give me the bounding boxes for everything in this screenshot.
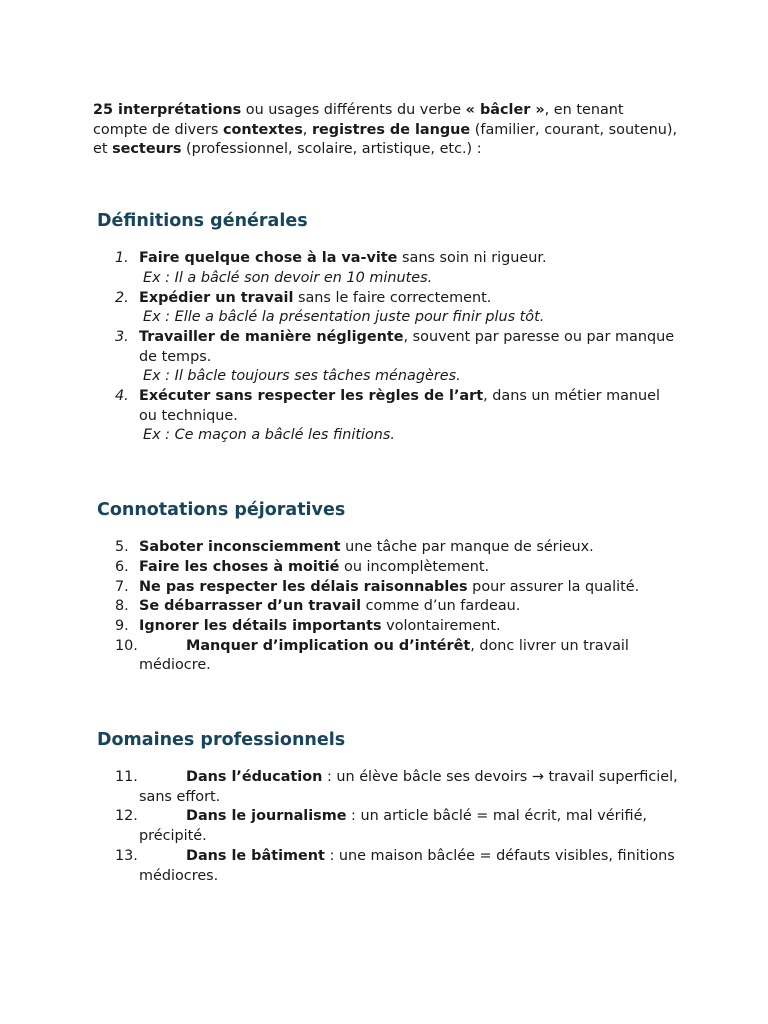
item-number: 13. <box>115 847 138 864</box>
item-text: sans soin ni rigueur. <box>397 250 547 267</box>
item-bold: Ignorer les détails importants <box>139 617 382 634</box>
section-title: Connotations péjoratives <box>97 500 346 521</box>
section-heading-domaines <box>93 728 678 752</box>
section-title: Définitions générales <box>97 211 308 232</box>
list-item <box>93 847 678 886</box>
item-number: 4. <box>115 388 129 405</box>
item-number: 1. <box>115 250 129 267</box>
list-item <box>93 249 678 288</box>
item-text: une tâche par manque de sérieux. <box>340 539 594 556</box>
intro-text-4: (familier, courant, soutenu), et <box>93 121 678 158</box>
intro-text-2: , en tenant compte de divers <box>93 102 624 138</box>
item-number: 7. <box>115 578 129 595</box>
item-text: : un élève bâcle ses devoirs → travail superficiel, sans effort. <box>139 769 678 805</box>
item-example: Ex : Elle a bâclé la présentation juste pour finir plus tôt. <box>143 309 545 326</box>
document-page <box>93 101 678 886</box>
list-item <box>93 328 678 387</box>
item-bold: Expédier un travail <box>139 289 294 306</box>
intro-paragraph <box>93 101 678 160</box>
intro-bold-5: secteurs <box>112 141 182 158</box>
connotations-list <box>93 538 678 676</box>
item-bold: Travailler de manière négligente <box>139 328 404 345</box>
item-text: sans le faire correctement. <box>293 289 492 306</box>
item-number: 3. <box>115 328 129 345</box>
item-bold: Manquer d’implication ou d’intérêt <box>186 637 471 654</box>
item-example: Ex : Il bâcle toujours ses tâches ménagères. <box>143 368 461 385</box>
item-text: comme d’un fardeau. <box>361 598 521 615</box>
list-item <box>93 289 678 328</box>
item-bold: Faire quelque chose à la va-vite <box>139 250 398 267</box>
section-heading-definitions <box>93 209 678 233</box>
list-item <box>93 578 678 598</box>
list-item <box>93 387 678 446</box>
intro-bold-2: « bâcler » <box>465 102 545 118</box>
item-text: , donc livrer un travail médiocre. <box>139 637 629 674</box>
item-number: 5. <box>115 539 129 556</box>
item-number: 2. <box>115 289 129 306</box>
list-item <box>93 558 678 578</box>
intro-text-3: , <box>302 121 312 138</box>
list-item <box>93 538 678 558</box>
item-text: volontairement. <box>381 617 501 634</box>
item-text: , dans un métier manuel ou technique. <box>139 388 661 424</box>
list-item <box>93 768 678 807</box>
list-item <box>93 807 678 846</box>
definitions-list <box>93 249 678 446</box>
item-bold: Dans le journalisme <box>186 808 347 825</box>
item-bold: Se débarrasser d’un travail <box>139 598 362 615</box>
item-bold: Exécuter sans respecter les règles de l’art <box>139 388 484 405</box>
item-text: : une maison bâclée = défauts visibles, finitions médiocres. <box>139 847 675 884</box>
item-number: 8. <box>115 598 129 615</box>
intro-text-1: ou usages différents du verbe <box>241 102 466 118</box>
intro-bold-3: contextes <box>223 121 303 138</box>
item-example: Ex : Ce maçon a bâclé les finitions. <box>143 427 395 444</box>
item-example: Ex : Il a bâclé son devoir en 10 minutes. <box>143 269 433 286</box>
section-heading-connotations <box>93 498 678 522</box>
item-bold: Dans le bâtiment <box>186 847 325 864</box>
item-number: 10. <box>115 637 138 654</box>
item-text: pour assurer la qualité. <box>467 578 640 595</box>
list-item <box>93 617 678 637</box>
item-bold: Saboter inconsciemment <box>139 539 341 556</box>
section-title: Domaines professionnels <box>97 730 346 751</box>
item-bold: Ne pas respecter les délais raisonnables <box>139 578 468 595</box>
item-bold: Dans l’éducation <box>186 769 323 786</box>
intro-text-5: (professionnel, scolaire, artistique, etc.) : <box>181 141 482 158</box>
list-item <box>93 597 678 617</box>
item-text: : un article bâclé = mal écrit, mal vérifié, précipité. <box>139 808 648 845</box>
intro-bold-4: registres de langue <box>311 121 471 138</box>
item-text: ou incomplètement. <box>339 558 490 575</box>
item-text: , souvent par paresse ou par manque de temps. <box>139 328 675 365</box>
domaines-list <box>93 768 678 886</box>
item-number: 6. <box>115 558 129 575</box>
item-bold: Faire les choses à moitié <box>139 558 340 575</box>
item-number: 12. <box>115 808 138 825</box>
item-number: 9. <box>115 617 129 634</box>
list-item <box>93 637 678 676</box>
item-number: 11. <box>115 769 138 786</box>
intro-bold-1: 25 interprétations <box>93 102 242 118</box>
